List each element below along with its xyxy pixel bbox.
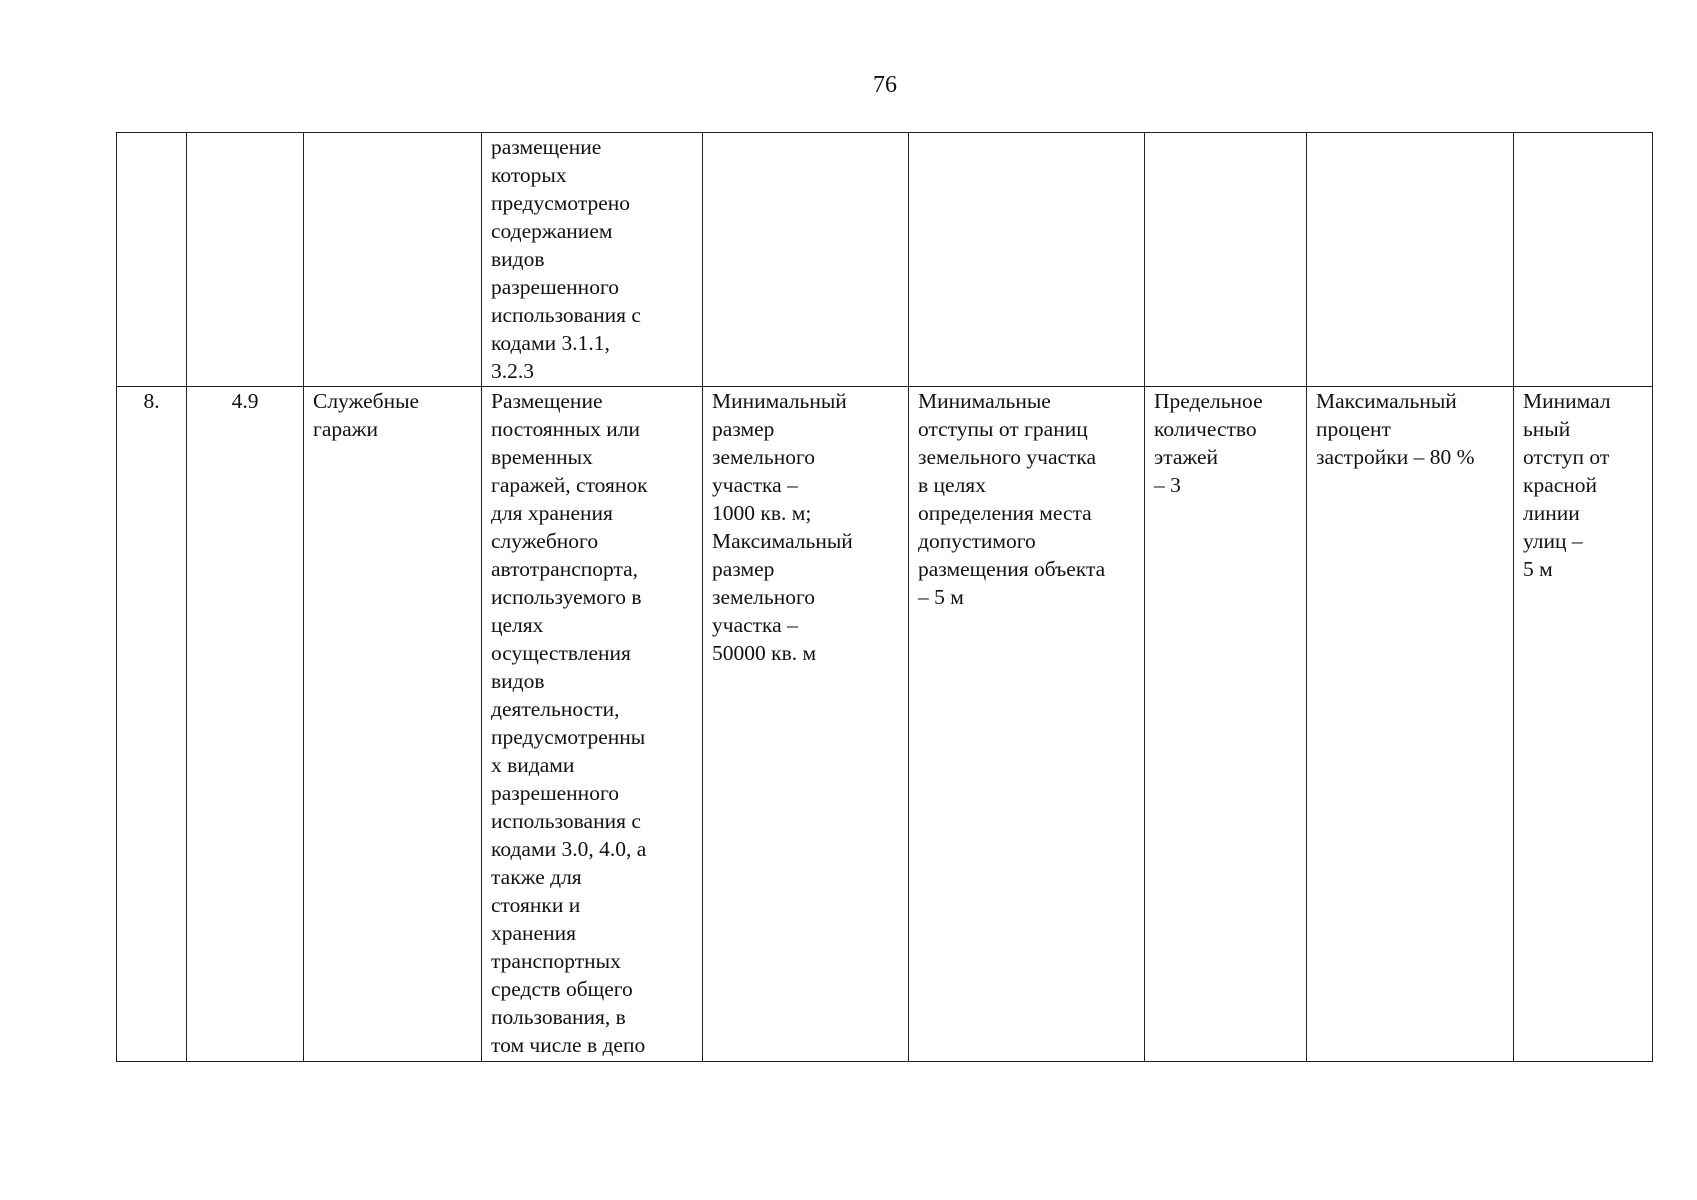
setbacks-line: размещения объекта [918,557,1106,581]
setbacks-line: – 5 м [918,585,964,609]
red-line-line: улиц – [1523,529,1583,553]
setbacks-line: земельного участка [918,445,1097,469]
setbacks-line: Минимальные [918,389,1051,413]
plot-size-line: размер [712,417,775,441]
cell-plot-size [703,387,909,1062]
description-line: постоянных или [491,417,640,441]
cell-red-line [1514,133,1653,387]
plot-size-line: Максимальный [712,529,853,553]
cell-floors [1145,387,1307,1062]
plot-size-line: 1000 кв. м; [712,501,812,525]
cell-description [482,387,703,1062]
plot-size-line: 50000 кв. м [712,641,817,665]
description-line: деятельности, [491,697,620,721]
cell-setbacks [909,387,1145,1062]
cell-setbacks [909,133,1145,387]
floors-line: Предельное [1154,389,1263,413]
description-line: которых [491,163,567,187]
red-line-line: красной [1523,473,1598,497]
coverage-line: Максимальный [1316,389,1457,413]
plot-size-line: участка – [712,473,798,497]
cell-num [117,387,187,1062]
cell-code [187,387,304,1062]
setbacks-line: допустимого [918,529,1036,553]
description-line: том числе в депо [491,1033,646,1057]
description-line: гаражей, стоянок [491,473,648,497]
description-line: также для [491,865,582,889]
red-line-line: линии [1523,501,1580,525]
description-line: Размещение [491,389,603,413]
description-line: разрешенного [491,781,619,805]
description-line: стоянки и [491,893,581,917]
cell-code [187,133,304,387]
cell-description [482,133,703,387]
coverage-line: застройки – 80 % [1316,445,1475,469]
description-line: хранения [491,921,576,945]
land-use-table [116,132,1653,1062]
description-line: х видами [491,753,575,777]
cell-coverage [1307,133,1514,387]
description-line: для хранения [491,501,613,525]
plot-size-line: земельного [712,445,816,469]
plot-size-line: земельного [712,585,816,609]
description-line: средств общего [491,977,633,1001]
red-line-line: Минимал [1523,389,1611,413]
description-line: предусмотрено [491,191,631,215]
description-line: использования с [491,809,641,833]
coverage-line: процент [1316,417,1391,441]
cell-red-line [1514,387,1653,1062]
description-line: целях [491,613,544,637]
plot-size-line: размер [712,557,775,581]
description-line: использования с [491,303,641,327]
description-line: транспортных [491,949,621,973]
description-line: временных [491,445,593,469]
description-line: кодами 3.1.1, [491,331,610,355]
description-line: осуществления [491,641,631,665]
red-line-line: отступ от [1523,445,1610,469]
description-line: 3.2.3 [491,359,534,383]
setbacks-line: отступы от границ [918,417,1088,441]
table-row-continuation [117,133,1653,387]
description-line: пользования, в [491,1005,626,1029]
setbacks-line: определения места [918,501,1092,525]
description-line: содержанием [491,219,613,243]
description-line: видов [491,247,545,271]
description-line: кодами 3.0, 4.0, а [491,837,647,861]
description-line: видов [491,669,545,693]
table-row-8 [117,387,1653,1062]
description-line: служебного [491,529,599,553]
floors-line: количество [1154,417,1257,441]
description-line: предусмотренны [491,725,646,749]
plot-size-line: Минимальный [712,389,847,413]
description-line: автотранспорта, [491,557,639,581]
cell-name [304,387,482,1062]
cell-coverage [1307,387,1514,1062]
red-line-line: 5 м [1523,557,1553,581]
setbacks-line: в целях [918,473,986,497]
cell-name [304,133,482,387]
plot-size-line: участка – [712,613,798,637]
cell-plot-size [703,133,909,387]
cell-floors [1145,133,1307,387]
page-number: 76 [873,72,897,98]
description-line: размещение [491,135,602,159]
cell-num [117,133,187,387]
name-line: Служебные [313,389,420,413]
use-code: 4.9 [231,389,259,413]
description-line: разрешенного [491,275,619,299]
floors-line: – 3 [1154,473,1181,497]
row-number: 8. [143,389,160,413]
red-line-line: ьный [1523,417,1571,441]
floors-line: этажей [1154,445,1219,469]
description-line: используемого в [491,585,642,609]
name-line: гаражи [313,417,379,441]
